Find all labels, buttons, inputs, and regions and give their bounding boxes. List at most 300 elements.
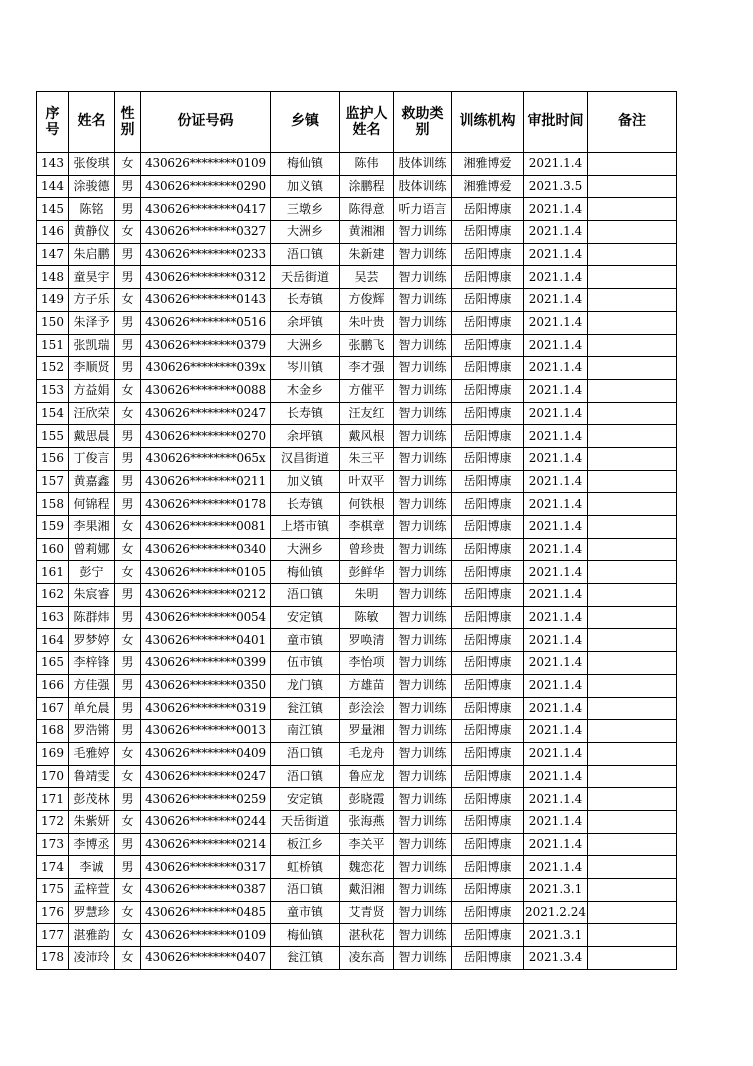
cell-approval-date: 2021.1.4 <box>524 266 588 289</box>
cell-note <box>588 334 677 357</box>
cell-guardian: 湛秋花 <box>340 924 394 947</box>
cell-note <box>588 153 677 176</box>
cell-id-number: 430626********0054 <box>141 606 271 629</box>
cell-organization: 岳阳博康 <box>452 561 524 584</box>
cell-organization: 岳阳博康 <box>452 788 524 811</box>
cell-name: 黄静仪 <box>69 221 115 244</box>
cell-guardian: 罗唤清 <box>340 629 394 652</box>
cell-gender: 女 <box>115 901 141 924</box>
cell-name: 李果湘 <box>69 516 115 539</box>
cell-aid-type: 智力训练 <box>394 243 452 266</box>
cell-town: 长寿镇 <box>271 402 340 425</box>
cell-town: 瓮江镇 <box>271 947 340 970</box>
table-row <box>37 742 677 765</box>
cell-name: 陈群炜 <box>69 606 115 629</box>
cell-organization: 岳阳博康 <box>452 447 524 470</box>
cell-guardian: 魏恋花 <box>340 856 394 879</box>
cell-note <box>588 266 677 289</box>
cell-note <box>588 856 677 879</box>
cell-guardian: 黄湘湘 <box>340 221 394 244</box>
cell-organization: 岳阳博康 <box>452 221 524 244</box>
cell-town: 汉昌街道 <box>271 447 340 470</box>
cell-aid-type: 智力训练 <box>394 289 452 312</box>
cell-guardian: 陈敏 <box>340 606 394 629</box>
cell-gender: 女 <box>115 221 141 244</box>
cell-town: 大洲乡 <box>271 221 340 244</box>
cell-id-number: 430626********0317 <box>141 856 271 879</box>
cell-id-number: 430626********0259 <box>141 788 271 811</box>
cell-town: 浯口镇 <box>271 765 340 788</box>
table-row <box>37 765 677 788</box>
cell-town: 童市镇 <box>271 901 340 924</box>
cell-gender: 女 <box>115 561 141 584</box>
cell-gender: 男 <box>115 652 141 675</box>
cell-seq: 143 <box>37 153 69 176</box>
cell-approval-date: 2021.3.1 <box>524 879 588 902</box>
cell-approval-date: 2021.2.24 <box>524 901 588 924</box>
cell-name: 单允晨 <box>69 697 115 720</box>
cell-note <box>588 584 677 607</box>
cell-note <box>588 901 677 924</box>
cell-approval-date: 2021.1.4 <box>524 493 588 516</box>
cell-approval-date: 2021.1.4 <box>524 833 588 856</box>
cell-organization: 岳阳博康 <box>452 833 524 856</box>
cell-gender: 女 <box>115 810 141 833</box>
cell-aid-type: 智力训练 <box>394 538 452 561</box>
cell-name: 张凯瑞 <box>69 334 115 357</box>
table-row <box>37 810 677 833</box>
table-row <box>37 947 677 970</box>
cell-guardian: 彭鲜华 <box>340 561 394 584</box>
cell-town: 天岳街道 <box>271 810 340 833</box>
cell-aid-type: 智力训练 <box>394 447 452 470</box>
cell-guardian: 艾青贤 <box>340 901 394 924</box>
cell-aid-type: 智力训练 <box>394 924 452 947</box>
table-row <box>37 629 677 652</box>
cell-gender: 女 <box>115 402 141 425</box>
cell-seq: 144 <box>37 175 69 198</box>
cell-name: 张俊琪 <box>69 153 115 176</box>
cell-seq: 154 <box>37 402 69 425</box>
table-row <box>37 674 677 697</box>
cell-note <box>588 924 677 947</box>
cell-town: 南江镇 <box>271 720 340 743</box>
cell-note <box>588 561 677 584</box>
cell-town: 木金乡 <box>271 379 340 402</box>
cell-name: 彭茂林 <box>69 788 115 811</box>
cell-gender: 男 <box>115 311 141 334</box>
cell-note <box>588 810 677 833</box>
cell-id-number: 430626********0247 <box>141 765 271 788</box>
cell-gender: 男 <box>115 493 141 516</box>
cell-town: 浯口镇 <box>271 879 340 902</box>
cell-town: 加义镇 <box>271 470 340 493</box>
cell-aid-type: 智力训练 <box>394 606 452 629</box>
cell-town: 龙门镇 <box>271 674 340 697</box>
cell-approval-date: 2021.1.4 <box>524 720 588 743</box>
cell-id-number: 430626********0319 <box>141 697 271 720</box>
cell-aid-type: 智力训练 <box>394 584 452 607</box>
cell-approval-date: 2021.1.4 <box>524 334 588 357</box>
cell-name: 涂骏德 <box>69 175 115 198</box>
cell-organization: 岳阳博康 <box>452 947 524 970</box>
cell-approval-date: 2021.1.4 <box>524 629 588 652</box>
cell-id-number: 430626********0516 <box>141 311 271 334</box>
cell-id-number: 430626********0399 <box>141 652 271 675</box>
table-row <box>37 175 677 198</box>
cell-seq: 159 <box>37 516 69 539</box>
cell-organization: 湘雅博爱 <box>452 153 524 176</box>
roster-body <box>37 153 677 970</box>
table-row <box>37 243 677 266</box>
cell-seq: 153 <box>37 379 69 402</box>
cell-town: 瓮江镇 <box>271 697 340 720</box>
cell-town: 大洲乡 <box>271 334 340 357</box>
cell-approval-date: 2021.1.4 <box>524 243 588 266</box>
cell-id-number: 430626********0417 <box>141 198 271 221</box>
table-row <box>37 538 677 561</box>
cell-aid-type: 肢体训练 <box>394 153 452 176</box>
cell-aid-type: 智力训练 <box>394 561 452 584</box>
cell-approval-date: 2021.1.4 <box>524 561 588 584</box>
cell-name: 李梓锋 <box>69 652 115 675</box>
cell-approval-date: 2021.1.4 <box>524 425 588 448</box>
cell-guardian: 张海燕 <box>340 810 394 833</box>
cell-name: 毛雅婷 <box>69 742 115 765</box>
cell-seq: 169 <box>37 742 69 765</box>
cell-seq: 165 <box>37 652 69 675</box>
cell-aid-type: 肢体训练 <box>394 175 452 198</box>
cell-gender: 男 <box>115 243 141 266</box>
cell-guardian: 罗量湘 <box>340 720 394 743</box>
cell-name: 罗梦婷 <box>69 629 115 652</box>
cell-name: 汪欣荣 <box>69 402 115 425</box>
cell-id-number: 430626********039x <box>141 357 271 380</box>
cell-gender: 男 <box>115 584 141 607</box>
cell-seq: 145 <box>37 198 69 221</box>
header-aid-line2: 别 <box>415 122 430 138</box>
cell-name: 李诚 <box>69 856 115 879</box>
cell-town: 余坪镇 <box>271 311 340 334</box>
cell-guardian: 李才强 <box>340 357 394 380</box>
cell-organization: 岳阳博康 <box>452 810 524 833</box>
cell-gender: 女 <box>115 629 141 652</box>
header-org: 训练机构 <box>452 92 524 153</box>
table-row <box>37 788 677 811</box>
cell-seq: 146 <box>37 221 69 244</box>
cell-guardian: 朱叶贵 <box>340 311 394 334</box>
cell-id-number: 430626********0013 <box>141 720 271 743</box>
cell-aid-type: 智力训练 <box>394 493 452 516</box>
cell-guardian: 鲁应龙 <box>340 765 394 788</box>
cell-town: 童市镇 <box>271 629 340 652</box>
cell-seq: 174 <box>37 856 69 879</box>
header-gender-line1: 性 <box>120 106 135 122</box>
header-gender-line2: 别 <box>120 122 135 138</box>
cell-id-number: 430626********065x <box>141 447 271 470</box>
cell-approval-date: 2021.1.4 <box>524 221 588 244</box>
cell-seq: 160 <box>37 538 69 561</box>
cell-guardian: 朱新建 <box>340 243 394 266</box>
cell-name: 方益娟 <box>69 379 115 402</box>
header-note: 备注 <box>588 92 677 153</box>
cell-aid-type: 智力训练 <box>394 742 452 765</box>
cell-organization: 岳阳博康 <box>452 311 524 334</box>
cell-note <box>588 311 677 334</box>
cell-name: 方子乐 <box>69 289 115 312</box>
cell-guardian: 戴风根 <box>340 425 394 448</box>
cell-organization: 岳阳博康 <box>452 289 524 312</box>
cell-id-number: 430626********0327 <box>141 221 271 244</box>
cell-town: 天岳街道 <box>271 266 340 289</box>
cell-aid-type: 智力训练 <box>394 674 452 697</box>
cell-approval-date: 2021.1.4 <box>524 765 588 788</box>
cell-seq: 173 <box>37 833 69 856</box>
cell-note <box>588 198 677 221</box>
cell-aid-type: 智力训练 <box>394 402 452 425</box>
cell-approval-date: 2021.1.4 <box>524 516 588 539</box>
cell-town: 岑川镇 <box>271 357 340 380</box>
cell-aid-type: 智力训练 <box>394 879 452 902</box>
cell-id-number: 430626********0350 <box>141 674 271 697</box>
cell-id-number: 430626********0485 <box>141 901 271 924</box>
table-row <box>37 606 677 629</box>
cell-id-number: 430626********0143 <box>141 289 271 312</box>
cell-guardian: 朱明 <box>340 584 394 607</box>
cell-seq: 152 <box>37 357 69 380</box>
cell-organization: 岳阳博康 <box>452 493 524 516</box>
cell-note <box>588 652 677 675</box>
cell-seq: 172 <box>37 810 69 833</box>
cell-name: 陈铭 <box>69 198 115 221</box>
cell-organization: 岳阳博康 <box>452 742 524 765</box>
cell-aid-type: 智力训练 <box>394 856 452 879</box>
cell-seq: 158 <box>37 493 69 516</box>
cell-guardian: 陈伟 <box>340 153 394 176</box>
table-row <box>37 584 677 607</box>
cell-id-number: 430626********0407 <box>141 947 271 970</box>
cell-town: 安定镇 <box>271 606 340 629</box>
cell-approval-date: 2021.3.1 <box>524 924 588 947</box>
cell-id-number: 430626********0212 <box>141 584 271 607</box>
cell-name: 凌沛玲 <box>69 947 115 970</box>
cell-guardian: 戴汨湘 <box>340 879 394 902</box>
cell-gender: 男 <box>115 720 141 743</box>
cell-id-number: 430626********0290 <box>141 175 271 198</box>
cell-aid-type: 智力训练 <box>394 697 452 720</box>
cell-town: 梅仙镇 <box>271 924 340 947</box>
cell-note <box>588 516 677 539</box>
cell-name: 曾莉娜 <box>69 538 115 561</box>
cell-name: 童昊宇 <box>69 266 115 289</box>
cell-name: 戴思晨 <box>69 425 115 448</box>
cell-seq: 177 <box>37 924 69 947</box>
cell-gender: 女 <box>115 516 141 539</box>
cell-seq: 150 <box>37 311 69 334</box>
cell-aid-type: 智力训练 <box>394 947 452 970</box>
header-seq <box>37 92 69 153</box>
cell-note <box>588 289 677 312</box>
cell-aid-type: 智力训练 <box>394 833 452 856</box>
cell-id-number: 430626********0387 <box>141 879 271 902</box>
cell-organization: 岳阳博康 <box>452 538 524 561</box>
cell-approval-date: 2021.1.4 <box>524 198 588 221</box>
cell-id-number: 430626********0214 <box>141 833 271 856</box>
cell-approval-date: 2021.1.4 <box>524 606 588 629</box>
cell-organization: 岳阳博康 <box>452 357 524 380</box>
cell-gender: 男 <box>115 606 141 629</box>
cell-town: 三墩乡 <box>271 198 340 221</box>
cell-gender: 女 <box>115 947 141 970</box>
cell-approval-date: 2021.1.4 <box>524 697 588 720</box>
cell-note <box>588 379 677 402</box>
cell-gender: 男 <box>115 266 141 289</box>
cell-name: 罗浩锵 <box>69 720 115 743</box>
cell-guardian: 何铁根 <box>340 493 394 516</box>
cell-seq: 176 <box>37 901 69 924</box>
table-row <box>37 447 677 470</box>
cell-organization: 湘雅博爱 <box>452 175 524 198</box>
cell-guardian: 朱三平 <box>340 447 394 470</box>
cell-gender: 男 <box>115 697 141 720</box>
cell-name: 罗慧珍 <box>69 901 115 924</box>
cell-seq: 156 <box>37 447 69 470</box>
table-row <box>37 561 677 584</box>
table-row <box>37 311 677 334</box>
cell-aid-type: 智力训练 <box>394 810 452 833</box>
cell-aid-type: 智力训练 <box>394 470 452 493</box>
header-guardian-line2: 姓名 <box>352 122 381 138</box>
cell-town: 余坪镇 <box>271 425 340 448</box>
cell-seq: 166 <box>37 674 69 697</box>
header-id: 份证号码 <box>141 92 271 153</box>
cell-note <box>588 697 677 720</box>
cell-approval-date: 2021.3.5 <box>524 175 588 198</box>
cell-id-number: 430626********0270 <box>141 425 271 448</box>
cell-guardian: 涂鹏程 <box>340 175 394 198</box>
cell-seq: 170 <box>37 765 69 788</box>
cell-gender: 男 <box>115 447 141 470</box>
cell-organization: 岳阳博康 <box>452 652 524 675</box>
table-row <box>37 289 677 312</box>
cell-note <box>588 538 677 561</box>
cell-approval-date: 2021.1.4 <box>524 289 588 312</box>
cell-aid-type: 智力训练 <box>394 334 452 357</box>
table-row <box>37 493 677 516</box>
cell-approval-date: 2021.1.4 <box>524 788 588 811</box>
cell-seq: 148 <box>37 266 69 289</box>
cell-approval-date: 2021.3.4 <box>524 947 588 970</box>
cell-guardian: 彭浍浍 <box>340 697 394 720</box>
cell-organization: 岳阳博康 <box>452 243 524 266</box>
cell-gender: 男 <box>115 833 141 856</box>
cell-gender: 女 <box>115 742 141 765</box>
cell-aid-type: 智力训练 <box>394 311 452 334</box>
header-date: 审批时间 <box>524 92 588 153</box>
table-row <box>37 266 677 289</box>
cell-seq: 149 <box>37 289 69 312</box>
cell-aid-type: 智力训练 <box>394 629 452 652</box>
cell-guardian: 方俊辉 <box>340 289 394 312</box>
cell-gender: 男 <box>115 425 141 448</box>
cell-organization: 岳阳博康 <box>452 879 524 902</box>
cell-town: 虹桥镇 <box>271 856 340 879</box>
cell-name: 鲁靖雯 <box>69 765 115 788</box>
cell-gender: 男 <box>115 357 141 380</box>
cell-approval-date: 2021.1.4 <box>524 584 588 607</box>
cell-organization: 岳阳博康 <box>452 584 524 607</box>
cell-seq: 178 <box>37 947 69 970</box>
header-name: 姓名 <box>69 92 115 153</box>
cell-organization: 岳阳博康 <box>452 606 524 629</box>
cell-guardian: 李棋章 <box>340 516 394 539</box>
cell-aid-type: 智力训练 <box>394 357 452 380</box>
cell-approval-date: 2021.1.4 <box>524 402 588 425</box>
cell-gender: 女 <box>115 879 141 902</box>
table-row <box>37 221 677 244</box>
cell-seq: 162 <box>37 584 69 607</box>
cell-aid-type: 智力训练 <box>394 652 452 675</box>
cell-note <box>588 357 677 380</box>
cell-approval-date: 2021.1.4 <box>524 674 588 697</box>
cell-seq: 164 <box>37 629 69 652</box>
cell-id-number: 430626********0409 <box>141 742 271 765</box>
table-row <box>37 153 677 176</box>
cell-town: 梅仙镇 <box>271 561 340 584</box>
cell-id-number: 430626********0211 <box>141 470 271 493</box>
table-row <box>37 833 677 856</box>
cell-organization: 岳阳博康 <box>452 901 524 924</box>
cell-name: 丁俊言 <box>69 447 115 470</box>
cell-organization: 岳阳博康 <box>452 720 524 743</box>
cell-town: 加义镇 <box>271 175 340 198</box>
cell-seq: 151 <box>37 334 69 357</box>
cell-town: 长寿镇 <box>271 493 340 516</box>
cell-aid-type: 智力训练 <box>394 266 452 289</box>
cell-note <box>588 765 677 788</box>
cell-name: 方佳强 <box>69 674 115 697</box>
cell-seq: 171 <box>37 788 69 811</box>
cell-note <box>588 243 677 266</box>
cell-note <box>588 947 677 970</box>
cell-guardian: 曾珍贵 <box>340 538 394 561</box>
cell-note <box>588 742 677 765</box>
cell-gender: 女 <box>115 153 141 176</box>
cell-id-number: 430626********0247 <box>141 402 271 425</box>
cell-name: 孟梓萱 <box>69 879 115 902</box>
cell-aid-type: 智力训练 <box>394 901 452 924</box>
cell-id-number: 430626********0401 <box>141 629 271 652</box>
table-row <box>37 924 677 947</box>
cell-note <box>588 221 677 244</box>
cell-approval-date: 2021.1.4 <box>524 856 588 879</box>
cell-guardian: 汪友红 <box>340 402 394 425</box>
table-row <box>37 879 677 902</box>
table-row <box>37 402 677 425</box>
cell-gender: 女 <box>115 379 141 402</box>
cell-town: 伍市镇 <box>271 652 340 675</box>
cell-town: 长寿镇 <box>271 289 340 312</box>
cell-id-number: 430626********0109 <box>141 153 271 176</box>
cell-gender: 女 <box>115 924 141 947</box>
cell-organization: 岳阳博康 <box>452 674 524 697</box>
table-row <box>37 425 677 448</box>
cell-name: 李博丞 <box>69 833 115 856</box>
cell-note <box>588 720 677 743</box>
table-row <box>37 697 677 720</box>
cell-guardian: 彭晓霞 <box>340 788 394 811</box>
cell-aid-type: 智力训练 <box>394 765 452 788</box>
